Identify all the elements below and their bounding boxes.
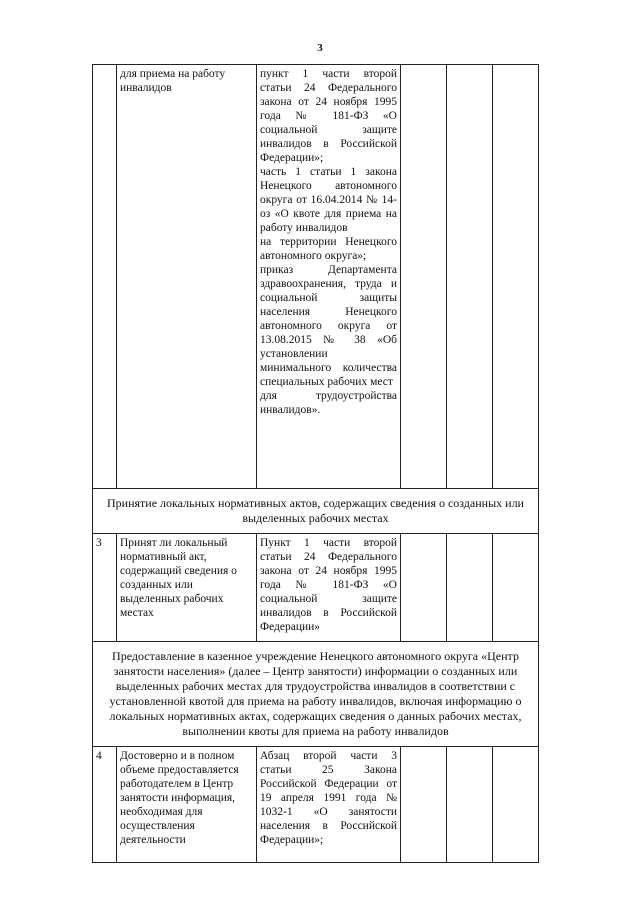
cell-answer-yes <box>401 65 447 489</box>
question-text: для приема на работу инвалидов <box>120 68 226 94</box>
row-number: 4 <box>93 747 117 863</box>
legal-basis-text: для трудоустройства инвалидов». <box>260 390 397 416</box>
section-row <box>93 489 539 534</box>
table-row <box>93 65 539 489</box>
legal-basis-text: Абзац второй части 3 статьи 25 Закона Российской Федерации от 19 апреля 1991 года № 1032-1 «О занятости населения в Российской Федерации»; <box>260 750 397 846</box>
legal-basis-text: на территории Ненецкого автономного округа»; <box>260 236 397 262</box>
checklist-table <box>92 64 539 863</box>
section-row <box>93 642 539 747</box>
legal-basis-text: пункт 1 части второй статьи 24 Федерального закона от 24 ноября 1995 года № 181-ФЗ «О социальной защите инвалидов в Российской Федерации»; <box>260 68 397 164</box>
cell-question <box>117 65 257 489</box>
question-text: Достоверно и в полном объеме предоставляется работодателем в Центр занятости информация, необходимая для осуществления деятельности <box>120 750 239 846</box>
cell-legal-basis <box>257 65 401 489</box>
legal-basis-text: часть 1 статьи 1 закона Ненецкого автономного округа от 16.04.2014 № 14-оз «О квоте для приема на работу инвалидов <box>260 166 397 234</box>
cell-legal-basis <box>257 534 401 642</box>
cell-answer-na <box>493 534 539 642</box>
cell-answer-na <box>493 65 539 489</box>
table-row <box>93 534 539 642</box>
section-heading: Принятие локальных нормативных актов, содержащих сведения о созданных или выделенных рабочих местах <box>93 489 539 534</box>
cell-num <box>93 65 117 489</box>
cell-answer-yes <box>401 534 447 642</box>
cell-legal-basis <box>257 747 401 863</box>
cell-answer-no <box>447 534 493 642</box>
cell-answer-no <box>447 747 493 863</box>
legal-basis-text: Пункт 1 части второй статьи 24 Федерального закона от 24 ноября 1995 года № 181-ФЗ «О социальной защите инвалидов в Российской Федерации» <box>260 537 397 633</box>
row-number: 3 <box>93 534 117 642</box>
cell-answer-no <box>447 65 493 489</box>
table-row <box>93 747 539 863</box>
cell-question <box>117 534 257 642</box>
question-text: Принят ли локальный нормативный акт, содержащий сведения о созданных или выделенных рабочих местах <box>120 537 237 619</box>
cell-answer-yes <box>401 747 447 863</box>
legal-basis-text: приказ Департамента здравоохранения, труда и социальной защиты населения Ненецкого автономного округа от 13.08.2015 № 38 «Об установлении минимального количества специальных рабочих мест <box>260 264 397 388</box>
section-heading: Предоставление в казенное учреждение Ненецкого автономного округа «Центр занятости населения» (далее – Центр занятости) информации о созданных или выделенных рабочих местах для трудоустройства инвалидов в соответствии с установленной квотой для приема на работу инвалидов, включая информацию о локальных нормативных актах, содержащих сведения о данных рабочих местах, выполнении квоты для приема на работу инвалидов <box>93 642 539 747</box>
cell-question <box>117 747 257 863</box>
cell-answer-na <box>493 747 539 863</box>
page-number: 3 <box>317 42 323 54</box>
